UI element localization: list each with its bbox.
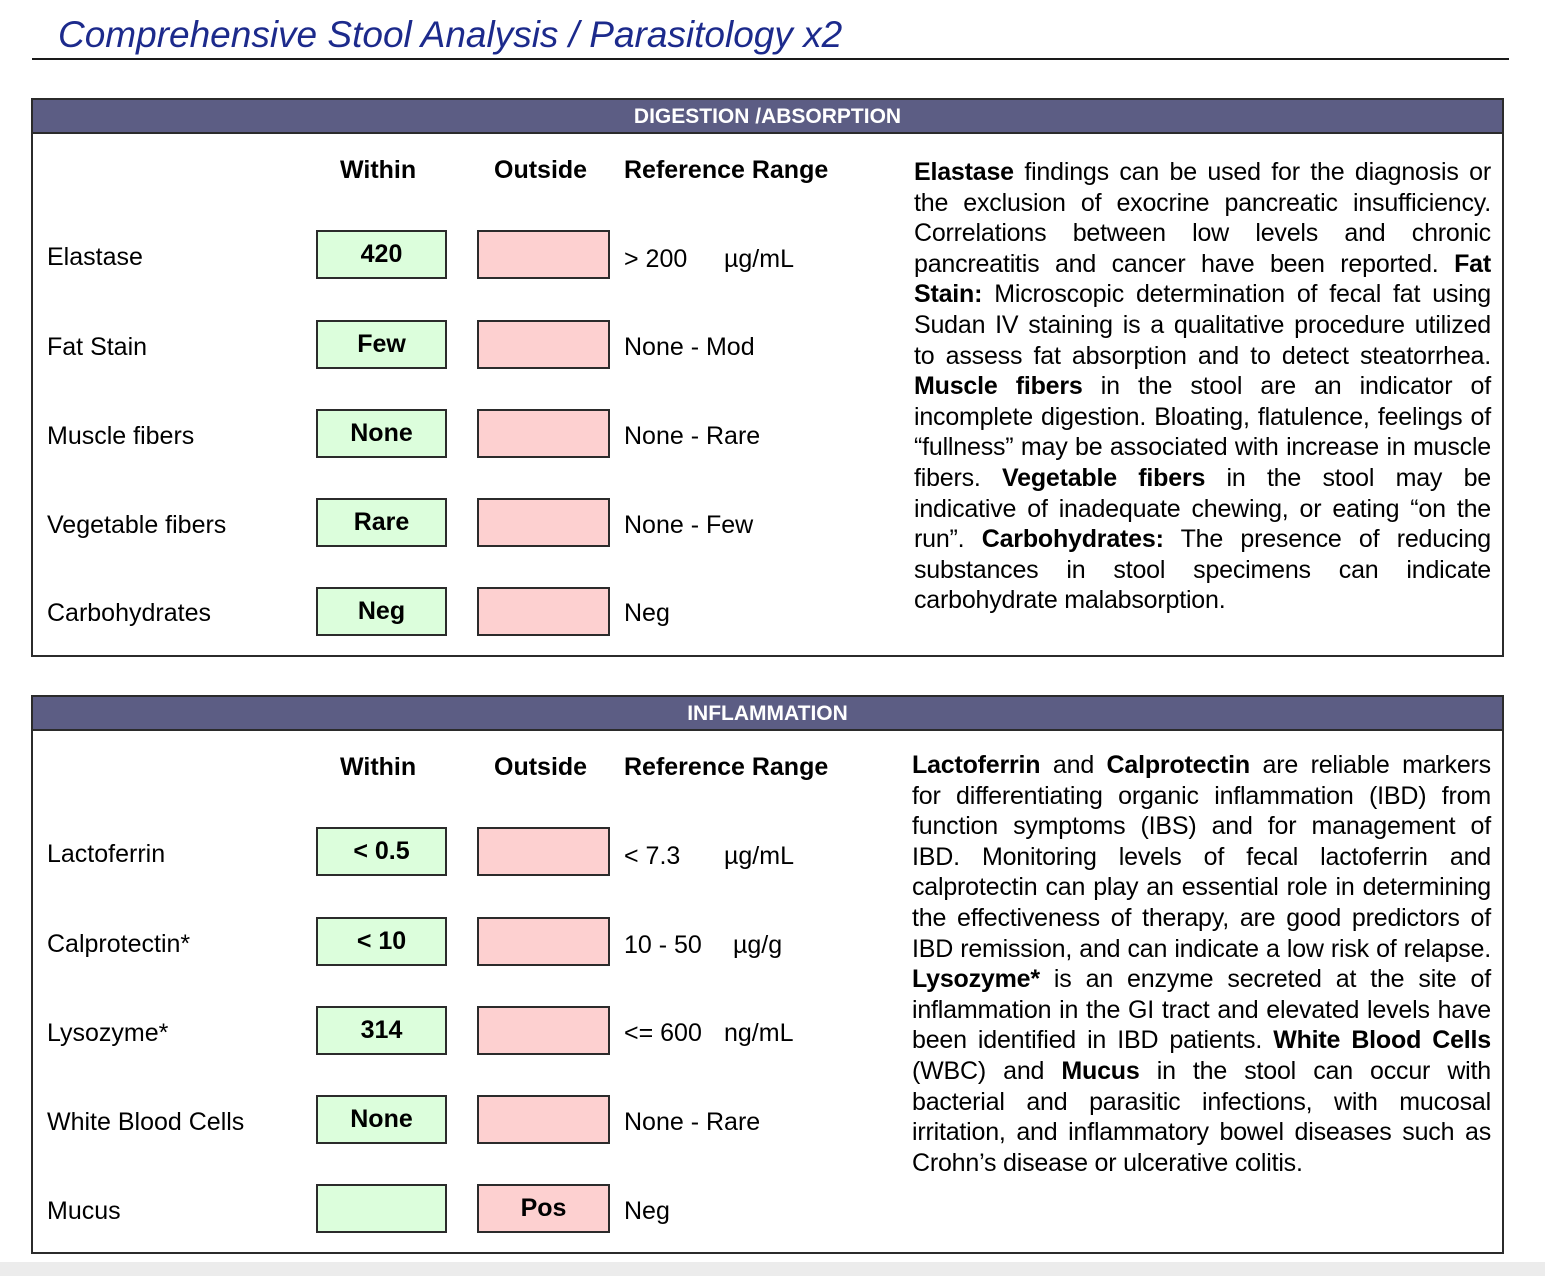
description-term: Mucus: [1061, 1056, 1140, 1085]
outside-value-box: [477, 827, 610, 876]
outside-value-box: [477, 320, 610, 369]
outside-value-box: Pos: [477, 1184, 610, 1233]
outside-column-header: Outside: [494, 753, 588, 781]
description-term: Elastase: [914, 158, 1014, 186]
reference-range-column-header: Reference Range: [624, 753, 829, 781]
description-text: and: [1040, 751, 1107, 779]
outside-value-box: [477, 587, 610, 636]
within-value-box: Neg: [316, 587, 447, 636]
section-header: DIGESTION /ABSORPTION: [33, 100, 1502, 134]
reference-range: 10 - 50: [624, 931, 702, 959]
reference-range-column-header: Reference Range: [624, 156, 829, 184]
reference-range: None - Few: [624, 511, 754, 539]
description-term: White Blood Cells: [1273, 1026, 1491, 1055]
outside-value-box: [477, 1006, 610, 1055]
reference-range: None - Rare: [624, 1108, 761, 1136]
row-label-mucus: Mucus: [47, 1197, 121, 1225]
within-value-box: < 0.5: [316, 827, 447, 876]
page-title: Comprehensive Stool Analysis / Parasitology x2: [58, 14, 843, 55]
reference-range: > 200: [624, 245, 688, 273]
description-term: Lactoferrin: [912, 751, 1041, 779]
reference-unit: µg/g: [733, 931, 783, 959]
description-text: in the stool may be indicative of inadequate chewing, or eating “on the run”.: [914, 463, 1491, 554]
inflammation-description: [912, 750, 1491, 1178]
section-header: INFLAMMATION: [33, 697, 1502, 731]
description-term: Lysozyme*: [912, 965, 1040, 994]
within-value-box: None: [316, 1095, 447, 1144]
inflammation-section: [31, 695, 1504, 1254]
description-text: in the stool are an indicator of incomplete digestion. Bloating, flatulence, feelings of “fullness” may be associated with increase in muscle fibers.: [914, 372, 1491, 492]
row-label-white-blood-cells: White Blood Cells: [47, 1108, 245, 1136]
outside-value-box: [477, 230, 610, 279]
within-column-header: Within: [340, 156, 417, 184]
within-column-header: Within: [340, 753, 417, 781]
row-label-carbohydrates: Carbohydrates: [47, 599, 211, 627]
within-value-box: 314: [316, 1006, 447, 1055]
description-text: in the stool can occur with bacterial and parasitic infections, with mucosal irritation, and inflammatory bowel diseases such as Crohn’s disease or ulcerative colitis.: [912, 1056, 1491, 1177]
row-label-vegetable-fibers: Vegetable fibers: [47, 511, 227, 539]
row-label-lysozyme: Lysozyme*: [47, 1019, 169, 1047]
within-value-box: None: [316, 409, 447, 458]
row-label-calprotectin: Calprotectin*: [47, 930, 191, 958]
digestion-section: [31, 98, 1504, 657]
description-term: Vegetable fibers: [1002, 463, 1206, 492]
reference-unit: µg/mL: [724, 842, 794, 870]
title-divider: [32, 58, 1509, 60]
description-text: (WBC) and: [912, 1056, 1062, 1085]
outside-value-box: [477, 498, 610, 547]
within-value-box: 420: [316, 230, 447, 279]
row-label-fat-stain: Fat Stain: [47, 333, 148, 361]
reference-unit: ng/mL: [724, 1019, 794, 1047]
digestion-description: [914, 157, 1491, 616]
description-term: Carbohydrates:: [981, 525, 1164, 554]
outside-value-box: [477, 917, 610, 966]
row-label-elastase: Elastase: [47, 243, 143, 271]
description-text: findings can be used for the diagnosis or the exclusion of exocrine pancreatic insufficiency. Correlations between low levels and chronic pancreatitis and cancer have been reported.: [914, 158, 1491, 278]
within-value-box: < 10: [316, 917, 447, 966]
description-text: is an enzyme secreted at the site of inflammation in the GI tract and elevated levels have been identified in IBD patients.: [912, 965, 1491, 1055]
within-value-box: Few: [316, 320, 447, 369]
description-term: Muscle fibers: [914, 372, 1083, 401]
outside-value-box: [477, 409, 610, 458]
outside-value-box: [477, 1095, 610, 1144]
description-term: Calprotectin: [1106, 751, 1250, 779]
reference-range: Neg: [624, 1197, 670, 1225]
within-value-box: [316, 1184, 447, 1233]
within-value-box: Rare: [316, 498, 447, 547]
reference-range: None - Rare: [624, 422, 761, 450]
description-text: Microscopic determination of fecal fat using Sudan IV staining is a qualitative procedure utilized to assess fat absorption and to detect steatorrhea.: [914, 280, 1491, 370]
outside-column-header: Outside: [494, 156, 588, 184]
description-text: are reliable markers for differentiating organic inflammation (IBD) from function symptoms (IBS) and for management of IBD. Monitoring levels of fecal lactoferrin and calprotectin can play an essential role in determining the effectiveness of therapy, are good predictors of IBD remission, and can indicate a low risk of relapse.: [912, 751, 1491, 963]
description-text: The presence of reducing substances in stool specimens can indicate carbohydrate malabsorption.: [914, 525, 1491, 615]
reference-range: <= 600: [624, 1019, 702, 1047]
reference-range: None - Mod: [624, 333, 755, 361]
reference-range: Neg: [624, 599, 670, 627]
row-label-muscle-fibers: Muscle fibers: [47, 422, 195, 450]
reference-unit: µg/mL: [724, 245, 794, 273]
row-label-lactoferrin: Lactoferrin: [47, 840, 166, 868]
description-term: Fat Stain:: [914, 249, 1491, 309]
page-bottom-edge: [0, 1262, 1545, 1276]
reference-range: < 7.3: [624, 842, 681, 870]
